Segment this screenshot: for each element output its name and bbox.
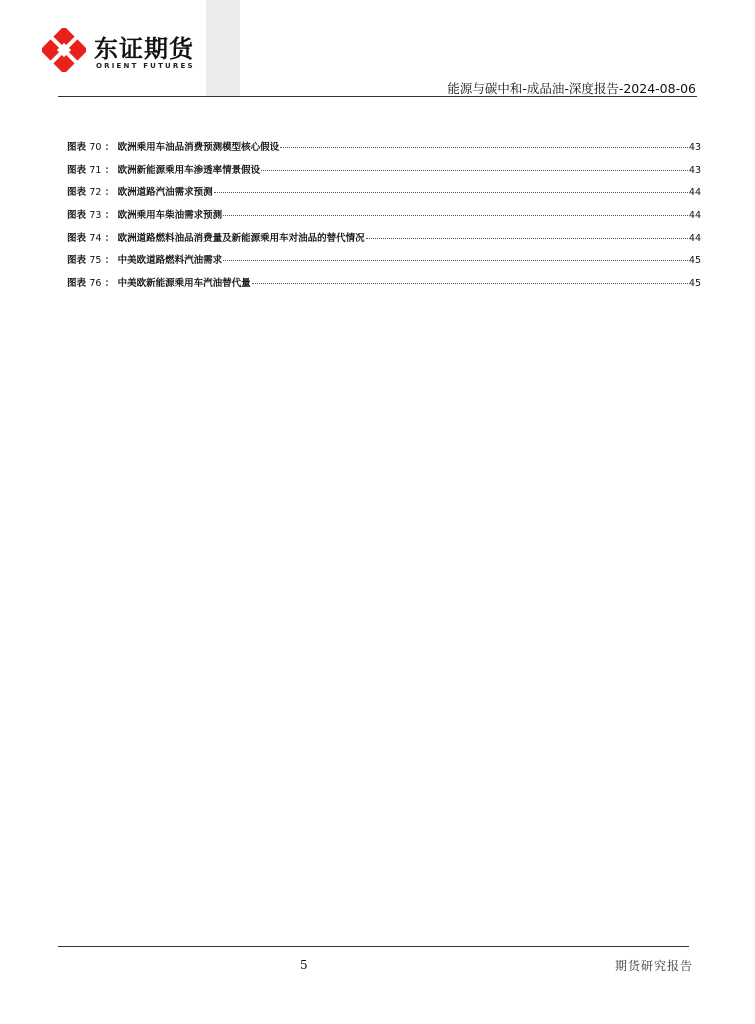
toc-entry-label: 图表 70 ： 欧洲乘用车油品消费预测模型核心假设: [67, 142, 280, 153]
orient-futures-logo-icon: [42, 28, 86, 72]
toc-entry[interactable]: [67, 207, 701, 230]
toc-page-number: 43: [688, 164, 701, 176]
toc-dot-leader: [366, 238, 688, 239]
toc-page-number: 44: [688, 232, 701, 244]
toc-page-number: 45: [688, 255, 701, 267]
footer-label: 期货研究报告: [614, 959, 693, 973]
company-logo: [42, 28, 202, 78]
toc-dot-leader: [261, 170, 688, 171]
toc-dot-leader: [252, 283, 688, 284]
toc-entry[interactable]: [67, 184, 701, 207]
toc-dot-leader: [223, 260, 688, 261]
toc-page-number: 44: [688, 210, 701, 222]
header-divider: [58, 96, 697, 97]
toc-dot-leader: [214, 192, 688, 193]
toc-entry[interactable]: [67, 252, 701, 275]
toc-entry-label: 图表 75 ： 中美欧道路燃料汽油需求: [67, 255, 223, 267]
toc-entry[interactable]: [67, 275, 701, 298]
toc-dot-leader: [280, 147, 688, 148]
toc-page-number: 44: [688, 187, 701, 199]
toc-page-number: 45: [688, 278, 701, 290]
toc-entry[interactable]: [67, 230, 701, 253]
report-title: 能源与碳中和-成品油-深度报告-2024-08-06: [447, 81, 696, 96]
header-grey-band: [206, 0, 240, 96]
figure-index-list: [67, 139, 701, 298]
toc-dot-leader: [223, 215, 688, 216]
toc-entry-label: 图表 76 ： 中美欧新能源乘用车汽油替代量: [67, 278, 251, 290]
footer-divider: [58, 946, 689, 947]
toc-entry-label: 图表 72 ： 欧洲道路汽油需求预测: [67, 187, 213, 199]
logo-name-cn: 东证期货: [94, 35, 194, 63]
toc-entry-label: 图表 74 ： 欧洲道路燃料油品消费量及新能源乘用车对油品的替代情况: [67, 232, 365, 244]
toc-page-number: 43: [688, 142, 701, 153]
toc-entry-label: 图表 71 ： 欧洲新能源乘用车渗透率情景假设: [67, 164, 261, 176]
toc-entry[interactable]: [67, 139, 701, 162]
logo-name-en: ORIENT FUTURES: [96, 62, 195, 70]
page-number: 5: [300, 958, 308, 972]
toc-entry-label: 图表 73 ： 欧洲乘用车柴油需求预测: [67, 210, 223, 222]
toc-entry[interactable]: [67, 162, 701, 185]
